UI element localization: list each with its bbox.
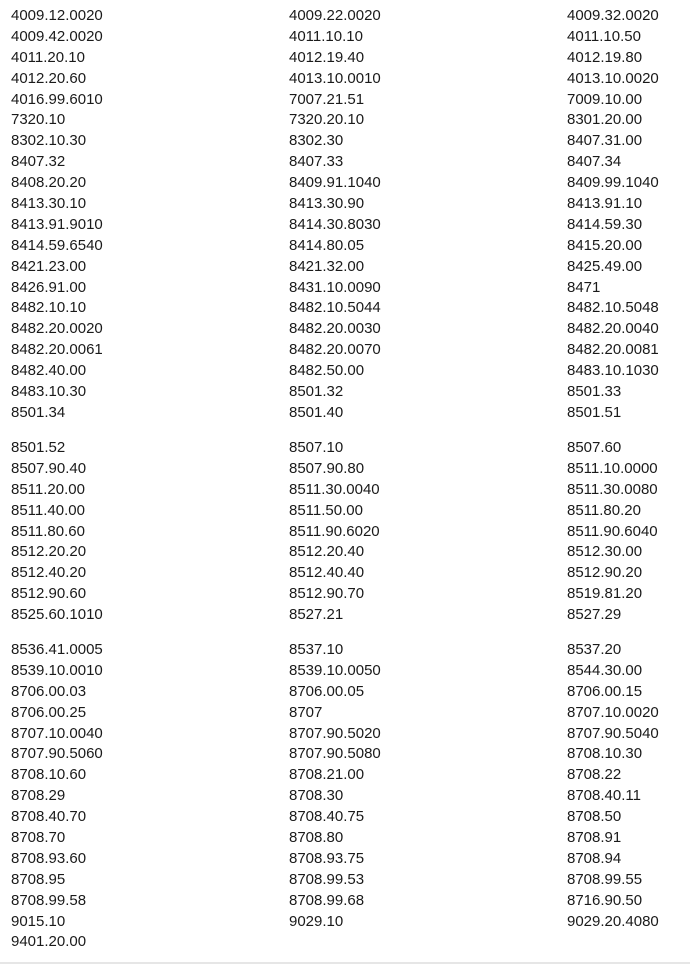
code-row [0, 69, 690, 90]
code-cell: 8525.60.1010 [11, 606, 103, 624]
code-row [0, 870, 690, 891]
code-cell: 8415.20.00 [567, 236, 643, 254]
code-cell: 8527.21 [289, 606, 344, 624]
code-cell: 8407.33 [289, 153, 344, 171]
code-row [0, 438, 690, 459]
code-row [0, 501, 690, 522]
code-cell: 8511.90.6040 [567, 522, 658, 540]
code-cell: 8512.30.00 [567, 543, 643, 561]
code-cell: 4012.19.40 [289, 48, 365, 66]
code-row [0, 744, 690, 765]
code-cell: 8507.90.80 [289, 459, 365, 477]
code-cell: 8512.20.40 [289, 543, 365, 561]
code-cell: 8407.34 [567, 153, 622, 171]
code-cell: 8708.30 [289, 787, 344, 805]
code-cell: 8408.20.20 [11, 174, 87, 192]
code-cell: 4009.42.0020 [11, 27, 103, 45]
code-cell: 8414.59.6540 [11, 236, 103, 254]
code-cell: 8426.91.00 [11, 278, 87, 296]
code-cell: 8421.23.00 [11, 257, 87, 275]
code-cell: 8708.95 [11, 870, 66, 888]
code-cell: 9029.10 [289, 912, 344, 930]
code-row [0, 298, 690, 319]
code-cell: 8482.40.00 [11, 362, 87, 380]
code-row [0, 912, 690, 933]
bottom-divider [0, 962, 690, 964]
code-row [0, 6, 690, 27]
code-cell: 8708.91 [567, 829, 622, 847]
code-row [0, 480, 690, 501]
code-cell: 8482.20.0070 [289, 341, 381, 359]
code-row [0, 152, 690, 173]
code-cell: 8708.21.00 [289, 766, 365, 784]
code-row [0, 257, 690, 278]
code-group-1 [0, 6, 690, 424]
code-cell: 8507.60 [567, 439, 622, 456]
code-cell: 8413.30.90 [289, 195, 365, 213]
code-cell: 8706.00.03 [11, 682, 87, 700]
code-row [0, 522, 690, 543]
code-cell: 4011.10.50 [567, 27, 641, 45]
code-cell: 8407.31.00 [567, 132, 643, 150]
code-group-2 [0, 438, 690, 626]
code-row [0, 48, 690, 69]
code-cell: 8511.80.60 [11, 522, 85, 540]
code-row [0, 828, 690, 849]
code-cell: 8707.90.5020 [289, 724, 381, 742]
code-cell: 7007.21.51 [289, 90, 365, 108]
code-cell: 8707.10.0040 [11, 724, 103, 742]
code-row [0, 173, 690, 194]
code-row [0, 403, 690, 424]
code-cell: 8512.90.60 [11, 585, 87, 603]
code-row [0, 236, 690, 257]
code-cell: 8708.80 [289, 829, 344, 847]
code-cell: 8301.20.00 [567, 111, 643, 129]
code-cell: 8707.10.0020 [567, 703, 659, 721]
code-cell: 8482.20.0040 [567, 320, 659, 338]
code-row [0, 807, 690, 828]
code-cell: 8482.20.0061 [11, 341, 103, 359]
code-cell: 9015.10 [11, 912, 66, 930]
code-row [0, 605, 690, 626]
code-cell: 8708.94 [567, 849, 622, 867]
code-cell: 8482.10.5044 [289, 299, 381, 317]
code-cell: 4009.32.0020 [567, 7, 659, 24]
code-cell: 8539.10.0050 [289, 661, 381, 679]
code-cell: 8537.10 [289, 641, 344, 658]
code-cell: 8511.30.0040 [289, 480, 380, 498]
code-cell: 8707.90.5080 [289, 745, 381, 763]
code-cell: 8716.90.50 [567, 891, 643, 909]
code-cell: 8482.20.0030 [289, 320, 381, 338]
code-cell: 8708.50 [567, 808, 622, 826]
code-cell: 8708.99.58 [11, 891, 87, 909]
code-row [0, 584, 690, 605]
code-row [0, 382, 690, 403]
code-cell: 8483.10.30 [11, 383, 87, 401]
code-row [0, 340, 690, 361]
code-cell: 8708.99.68 [289, 891, 365, 909]
code-cell: 8501.34 [11, 403, 66, 421]
code-cell: 8501.40 [289, 403, 344, 421]
code-cell: 4012.20.60 [11, 69, 87, 87]
code-row [0, 90, 690, 111]
code-cell: 4011.10.10 [289, 27, 363, 45]
code-cell: 8501.32 [289, 383, 344, 401]
code-cell: 8431.10.0090 [289, 278, 381, 296]
code-cell: 4013.10.0020 [567, 69, 659, 87]
code-cell: 8413.91.9010 [11, 215, 103, 233]
code-cell: 7009.10.00 [567, 90, 643, 108]
code-row [0, 724, 690, 745]
code-cell: 8425.49.00 [567, 257, 643, 275]
code-cell: 8413.30.10 [11, 195, 87, 213]
code-cell: 8539.10.0010 [11, 661, 103, 679]
code-cell: 9401.20.00 [11, 933, 87, 951]
code-cell: 9029.20.4080 [567, 912, 659, 930]
code-cell: 8407.32 [11, 153, 66, 171]
code-cell: 8507.10 [289, 439, 344, 456]
code-cell: 8708.22 [567, 766, 622, 784]
code-cell: 8708.99.55 [567, 870, 643, 888]
code-cell: 8483.10.1030 [567, 362, 659, 380]
code-cell: 8708.70 [11, 829, 66, 847]
code-row [0, 661, 690, 682]
code-cell: 4011.20.10 [11, 48, 85, 66]
code-cell: 8482.50.00 [289, 362, 365, 380]
code-cell: 4013.10.0010 [289, 69, 381, 87]
code-cell: 8708.10.30 [567, 745, 643, 763]
code-cell: 8501.51 [567, 403, 622, 421]
code-cell: 8482.20.0020 [11, 320, 103, 338]
code-row [0, 703, 690, 724]
code-cell: 8707.90.5060 [11, 745, 103, 763]
code-cell: 8302.30 [289, 132, 344, 150]
code-row [0, 849, 690, 870]
code-cell: 8482.10.10 [11, 299, 87, 317]
code-cell: 4012.19.80 [567, 48, 643, 66]
code-cell: 8302.10.30 [11, 132, 87, 150]
code-cell: 8708.40.75 [289, 808, 365, 826]
code-row [0, 215, 690, 236]
code-cell: 8512.90.70 [289, 585, 365, 603]
code-cell: 8707 [289, 703, 323, 721]
code-cell: 8544.30.00 [567, 661, 643, 679]
code-cell: 8413.91.10 [567, 195, 643, 213]
code-cell: 8536.41.0005 [11, 641, 103, 658]
code-cell: 8501.33 [567, 383, 622, 401]
code-cell: 8512.20.20 [11, 543, 87, 561]
code-cell: 8421.32.00 [289, 257, 365, 275]
code-cell: 8511.50.00 [289, 501, 363, 519]
code-cell: 4009.12.0020 [11, 7, 103, 24]
code-row [0, 891, 690, 912]
code-cell: 8706.00.15 [567, 682, 643, 700]
code-row [0, 563, 690, 584]
code-row [0, 278, 690, 299]
code-cell: 8706.00.25 [11, 703, 87, 721]
code-cell: 8511.40.00 [11, 501, 85, 519]
code-cell: 7320.20.10 [289, 111, 365, 129]
code-row [0, 542, 690, 563]
code-cell: 8511.90.6020 [289, 522, 380, 540]
code-cell: 8512.40.20 [11, 564, 87, 582]
code-cell: 8708.10.60 [11, 766, 87, 784]
code-group-3 [0, 640, 690, 953]
code-cell: 8511.10.0000 [567, 459, 658, 477]
code-row [0, 640, 690, 661]
code-row [0, 682, 690, 703]
code-cell: 8708.40.11 [567, 787, 641, 805]
code-cell: 8501.52 [11, 439, 66, 456]
code-cell: 8708.99.53 [289, 870, 365, 888]
code-row [0, 459, 690, 480]
code-cell: 8511.20.00 [11, 480, 85, 498]
code-cell: 8708.29 [11, 787, 66, 805]
code-cell: 8512.90.20 [567, 564, 643, 582]
code-cell: 8471 [567, 278, 601, 296]
code-row [0, 131, 690, 152]
code-cell: 8706.00.05 [289, 682, 365, 700]
code-cell: 8511.30.0080 [567, 480, 658, 498]
code-row [0, 194, 690, 215]
code-cell: 7320.10 [11, 111, 66, 129]
code-row [0, 765, 690, 786]
code-cell: 8512.40.40 [289, 564, 365, 582]
code-cell: 4016.99.6010 [11, 90, 103, 108]
code-cell: 8527.29 [567, 606, 622, 624]
code-cell: 8414.59.30 [567, 215, 643, 233]
code-cell: 4009.22.0020 [289, 7, 381, 24]
code-cell: 8707.90.5040 [567, 724, 659, 742]
code-cell: 8537.20 [567, 641, 622, 658]
code-cell: 8519.81.20 [567, 585, 643, 603]
code-cell: 8414.80.05 [289, 236, 365, 254]
code-row [0, 319, 690, 340]
code-cell: 8511.80.20 [567, 501, 641, 519]
code-cell: 8409.99.1040 [567, 174, 659, 192]
code-cell: 8507.90.40 [11, 459, 87, 477]
code-cell: 8708.93.60 [11, 849, 87, 867]
code-cell: 8409.91.1040 [289, 174, 381, 192]
code-cell: 8482.20.0081 [567, 341, 659, 359]
code-row [0, 786, 690, 807]
code-row [0, 110, 690, 131]
code-row [0, 932, 690, 953]
code-cell: 8708.40.70 [11, 808, 87, 826]
code-cell: 8482.10.5048 [567, 299, 659, 317]
code-row [0, 27, 690, 48]
code-cell: 8414.30.8030 [289, 215, 381, 233]
code-row [0, 361, 690, 382]
code-cell: 8708.93.75 [289, 849, 365, 867]
